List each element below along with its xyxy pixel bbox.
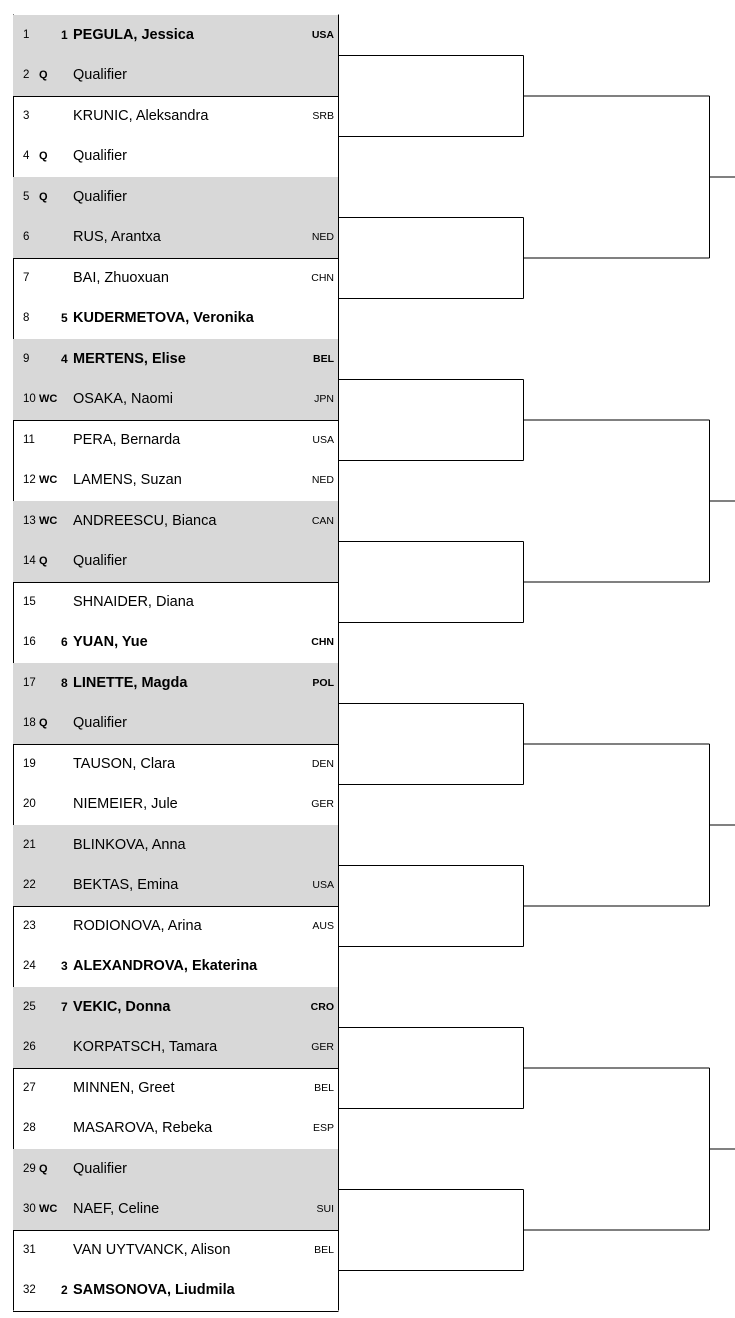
nationality: BEL — [314, 1081, 334, 1094]
player-name: Qualifier — [73, 148, 127, 164]
entry-tag: Q — [39, 1162, 48, 1175]
seed-number: 1 — [61, 27, 68, 42]
seed-number: 5 — [61, 311, 68, 325]
draw-position: 4 — [23, 150, 30, 162]
player-name: NAEF, Celine — [73, 1201, 160, 1217]
nationality: BEL — [314, 1243, 334, 1256]
player-row — [13, 987, 338, 1028]
draw-position: 22 — [23, 879, 36, 891]
draw-position: 3 — [23, 109, 30, 122]
draw-position: 20 — [23, 798, 36, 810]
draw-position: 11 — [23, 433, 35, 446]
player-name: PEGULA, Jessica — [73, 26, 194, 43]
player-row — [13, 541, 338, 582]
nationality: CHN — [311, 271, 334, 284]
player-row — [13, 1230, 338, 1271]
nationality: CRO — [310, 1000, 334, 1013]
entry-tag: Q — [39, 190, 48, 203]
player-name: YUAN, Yue — [73, 634, 148, 650]
player-row — [13, 622, 338, 663]
nationality: JPN — [314, 393, 334, 405]
player-name: ANDREESCU, Bianca — [73, 512, 217, 529]
player-row — [13, 460, 338, 501]
player-row — [13, 825, 338, 866]
entry-tag: Q — [39, 717, 48, 729]
player-row — [13, 1027, 338, 1068]
draw-position: 16 — [23, 636, 36, 648]
player-row — [13, 55, 338, 96]
draw-position: 14 — [23, 555, 36, 567]
player-name: VEKIC, Donna — [73, 998, 171, 1015]
nationality: ESP — [312, 1122, 334, 1134]
player-row — [13, 298, 338, 339]
nationality: DEN — [311, 757, 334, 770]
player-name: Qualifier — [73, 553, 127, 569]
nationality: USA — [312, 433, 334, 446]
draw-position: 31 — [23, 1243, 36, 1256]
entry-tag: WC — [39, 393, 58, 405]
player-row — [13, 663, 338, 704]
player-row — [13, 96, 338, 137]
player-row — [13, 1068, 338, 1109]
player-row — [13, 784, 338, 825]
draw-position: 29 — [23, 1162, 36, 1175]
nationality: USA — [311, 28, 334, 41]
nationality: CAN — [311, 514, 334, 527]
player-row — [13, 379, 338, 420]
player-name: LAMENS, Suzan — [73, 472, 182, 488]
draw-position: 15 — [23, 595, 36, 608]
nationality: SRB — [312, 109, 334, 122]
player-row — [13, 582, 338, 623]
player-row — [13, 1149, 338, 1190]
draw-position: 8 — [23, 312, 30, 324]
seed-number: 6 — [61, 635, 68, 649]
player-row — [13, 906, 338, 947]
player-name: OSAKA, Naomi — [73, 391, 173, 407]
draw-position: 12 — [23, 474, 36, 486]
player-row — [13, 217, 338, 258]
entry-tag: Q — [39, 555, 48, 567]
nationality: NED — [311, 474, 334, 486]
player-name: ALEXANDROVA, Ekaterina — [73, 958, 258, 974]
nationality: GER — [311, 1041, 334, 1053]
nationality: POL — [312, 676, 334, 689]
entry-tag: Q — [39, 69, 48, 81]
draw-position: 21 — [23, 838, 36, 851]
entry-tag: Q — [39, 150, 48, 162]
draw-position: 32 — [23, 1284, 36, 1296]
draw-position: 23 — [23, 919, 36, 932]
seed-number: 8 — [61, 675, 68, 690]
draw-position: 2 — [23, 69, 30, 81]
nationality: BEL — [313, 352, 334, 365]
player-name: KORPATSCH, Tamara — [73, 1039, 218, 1055]
draw-position: 17 — [23, 676, 36, 689]
player-row — [13, 703, 338, 744]
entry-tag: WC — [39, 514, 58, 527]
player-name: SHNAIDER, Diana — [73, 593, 194, 610]
player-name: TAUSON, Clara — [73, 755, 176, 772]
player-name: RODIONOVA, Arina — [73, 917, 202, 934]
player-row — [13, 1270, 338, 1311]
draw-position: 5 — [23, 190, 30, 203]
seed-number: 4 — [61, 351, 68, 366]
player-row — [13, 339, 338, 380]
nationality: CHN — [311, 636, 334, 648]
draw-position: 30 — [23, 1203, 36, 1215]
draw-position: 18 — [23, 717, 36, 729]
seed-number: 3 — [61, 959, 68, 973]
draw-position: 28 — [23, 1122, 36, 1134]
player-row — [13, 1108, 338, 1149]
draw-position: 19 — [23, 757, 36, 770]
nationality: AUS — [312, 919, 334, 932]
nationality: GER — [311, 798, 334, 810]
player-name: BLINKOVA, Anna — [73, 836, 186, 853]
player-row — [13, 501, 338, 542]
nationality: USA — [312, 879, 334, 891]
draw-position: 7 — [23, 271, 30, 284]
player-name: PERA, Bernarda — [73, 431, 181, 448]
player-name: KUDERMETOVA, Veronika — [73, 310, 254, 326]
player-name: LINETTE, Magda — [73, 674, 188, 691]
seed-number: 7 — [61, 999, 68, 1014]
draw-position: 1 — [23, 28, 30, 41]
player-row — [13, 177, 338, 218]
draw-position: 27 — [23, 1081, 36, 1094]
entry-tag: WC — [39, 474, 58, 486]
draw-position: 13 — [23, 514, 36, 527]
player-name: Qualifier — [73, 1160, 127, 1177]
player-row — [13, 946, 338, 987]
player-row — [13, 744, 338, 785]
player-row — [13, 15, 338, 56]
nationality: NED — [311, 231, 334, 243]
player-name: BEKTAS, Emina — [73, 877, 179, 893]
player-name: NIEMEIER, Jule — [73, 796, 178, 812]
player-name: Qualifier — [73, 715, 127, 731]
draw-position: 9 — [23, 352, 30, 365]
player-name: SAMSONOVA, Liudmila — [73, 1282, 235, 1298]
player-row — [13, 136, 338, 177]
player-name: KRUNIC, Aleksandra — [73, 107, 209, 124]
player-row — [13, 420, 338, 461]
nationality: SUI — [316, 1203, 334, 1215]
draw-position: 10 — [23, 393, 36, 405]
player-name: RUS, Arantxa — [73, 229, 161, 245]
player-name: MERTENS, Elise — [73, 350, 186, 367]
draw-position: 6 — [23, 231, 30, 243]
player-row — [13, 1189, 338, 1230]
draw-position: 24 — [23, 960, 36, 972]
player-name: MASAROVA, Rebeka — [73, 1120, 213, 1136]
player-row — [13, 865, 338, 906]
player-row — [13, 258, 338, 299]
player-name: MINNEN, Greet — [73, 1079, 175, 1096]
player-name: Qualifier — [73, 188, 127, 205]
entry-tag: WC — [39, 1203, 58, 1215]
player-name: Qualifier — [73, 67, 127, 83]
player-name: VAN UYTVANCK, Alison — [73, 1241, 231, 1258]
draw-position: 26 — [23, 1041, 36, 1053]
seed-number: 2 — [61, 1283, 68, 1297]
player-name: BAI, Zhuoxuan — [73, 269, 169, 286]
draw-position: 25 — [23, 1000, 36, 1013]
